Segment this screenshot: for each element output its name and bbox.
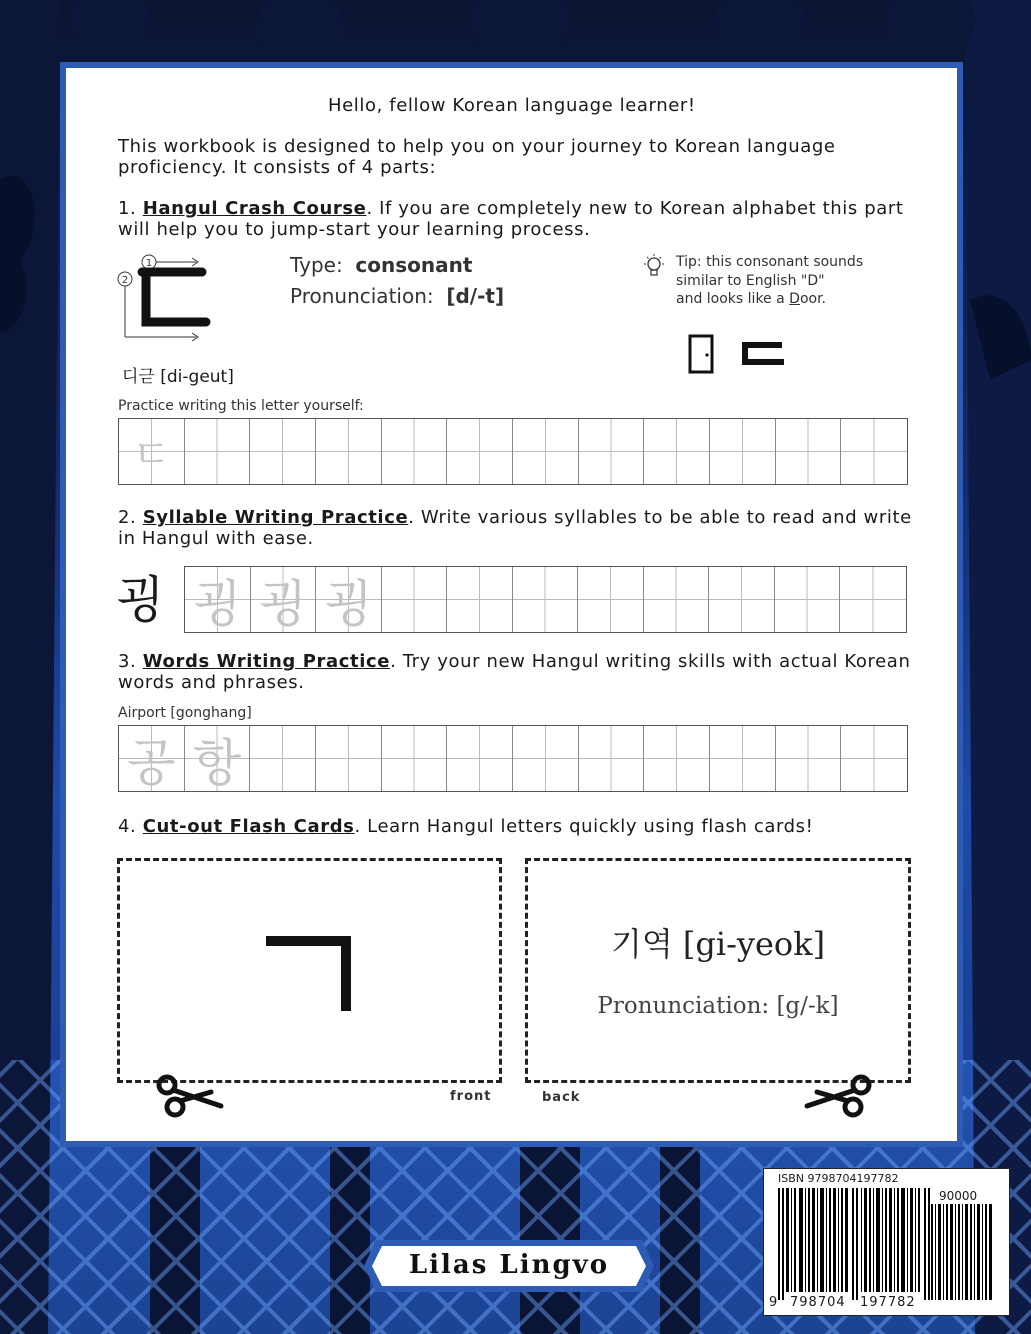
stroke-number-2: 2 <box>121 275 129 286</box>
ghost-syllable: 항 <box>192 733 242 792</box>
practice-cell[interactable] <box>513 567 579 632</box>
door-letter-illustration <box>686 333 796 378</box>
practice-cell[interactable] <box>841 726 907 791</box>
practice-cell[interactable] <box>382 419 448 484</box>
practice-cell[interactable] <box>185 419 251 484</box>
part4-title: Cut-out Flash Cards <box>142 816 355 837</box>
practice-cell[interactable] <box>710 726 776 791</box>
part1-desc: will help you to jump-start your learning process. <box>118 219 591 240</box>
practice-cell[interactable] <box>644 419 710 484</box>
practice-cell[interactable] <box>185 567 251 632</box>
pronunciation-value: [d/-t] <box>446 284 505 308</box>
practice-cell[interactable] <box>578 567 644 632</box>
intro-line-1: This workbook is designed to help you on your journey to Korean language <box>118 136 836 157</box>
practice-cell[interactable] <box>251 567 317 632</box>
practice-cell[interactable] <box>447 419 513 484</box>
practice-cell[interactable] <box>382 567 448 632</box>
intro-line-2: proficiency. It consists of 4 parts: <box>118 157 437 178</box>
letter-practice-grid[interactable] <box>118 418 908 485</box>
ghost-syllable: 굉 <box>258 574 307 633</box>
practice-cell[interactable] <box>579 419 645 484</box>
front-label: front <box>450 1089 492 1104</box>
practice-cell[interactable] <box>119 726 185 791</box>
part3-heading: 3. Words Writing Practice. Try your new Hangul writing skills with actual Korean <box>118 651 911 672</box>
stroke-number-1: 1 <box>145 258 153 269</box>
word-practice-grid[interactable] <box>118 725 908 792</box>
practice-cell[interactable] <box>644 567 710 632</box>
scissors-icon <box>153 1072 225 1118</box>
practice-cell[interactable] <box>316 419 382 484</box>
part2-title: Syllable Writing Practice <box>142 507 409 528</box>
practice-cell[interactable] <box>776 726 842 791</box>
tip-text: Tip: this consonant sounds similar to English "D" and looks like a Door. <box>676 254 864 307</box>
practice-cell[interactable] <box>840 567 906 632</box>
ghost-syllable: 공 <box>127 733 176 792</box>
part2-desc: in Hangul with ease. <box>118 528 314 549</box>
ghost-syllable: 굉 <box>324 574 373 633</box>
practice-cell[interactable] <box>775 567 841 632</box>
flash-card-front[interactable] <box>117 858 502 1083</box>
practice-cell[interactable] <box>513 419 579 484</box>
practice-cell[interactable] <box>119 419 185 484</box>
practice-cell[interactable] <box>447 567 513 632</box>
barcode-digits-2: 197782 <box>860 1295 916 1310</box>
back-pronunciation: Pronunciation: [g/-k] <box>597 993 839 1019</box>
greeting: Hello, fellow Korean language learner! <box>328 95 696 116</box>
barcode-bars <box>778 1188 938 1300</box>
practice-cell[interactable] <box>382 726 448 791</box>
practice-label: Practice writing this letter yourself: <box>118 398 364 414</box>
barcode-digits-1: 798704 <box>790 1295 846 1310</box>
practice-cell[interactable] <box>709 567 775 632</box>
pronunciation-line: Pronunciation: [d/-t] <box>290 284 505 308</box>
price-barcode-bars <box>931 1204 997 1300</box>
price-code: 90000 <box>939 1189 978 1203</box>
barcode-digit-lead: 9 <box>769 1295 778 1310</box>
lightbulb-icon <box>642 253 666 279</box>
type-value: consonant <box>355 253 473 277</box>
practice-cell[interactable] <box>513 726 579 791</box>
part3-title: Words Writing Practice <box>142 651 391 672</box>
front-letter <box>258 929 358 1019</box>
part2-heading: 2. Syllable Writing Practice. Write various syllables to be able to read and write <box>118 507 912 528</box>
ghost-syllable: 굉 <box>193 574 242 633</box>
practice-cell[interactable] <box>841 419 907 484</box>
scissors-icon <box>803 1072 875 1118</box>
practice-cell[interactable] <box>316 726 382 791</box>
practice-cell[interactable] <box>316 567 382 632</box>
practice-cell[interactable] <box>776 419 842 484</box>
practice-cell[interactable] <box>250 726 316 791</box>
brand-name: Lilas Lingvo <box>408 1250 610 1280</box>
isbn-barcode <box>763 1168 1010 1316</box>
back-label: back <box>542 1090 581 1105</box>
stroke-order-diagram <box>114 252 214 347</box>
practice-cell[interactable] <box>710 419 776 484</box>
ghost-letter: ㄷ <box>132 432 171 478</box>
word-label: Airport [gonghang] <box>118 705 252 721</box>
part3-desc: words and phrases. <box>118 672 305 693</box>
practice-cell[interactable] <box>250 419 316 484</box>
syllable-model: 굉 <box>116 571 165 629</box>
practice-cell[interactable] <box>579 726 645 791</box>
isbn-text: ISBN 9798704197782 <box>778 1172 899 1185</box>
back-letter-name: 기역 [gi-yeok] <box>610 925 826 963</box>
flash-card-back[interactable] <box>525 858 911 1083</box>
part1-title: Hangul Crash Course <box>142 198 367 219</box>
practice-cell[interactable] <box>447 726 513 791</box>
syllable-practice-grid[interactable] <box>184 566 907 633</box>
part4-heading: 4. Cut-out Flash Cards. Learn Hangul letters quickly using flash cards! <box>118 816 814 837</box>
part1-heading: 1. Hangul Crash Course. If you are completely new to Korean alphabet this part <box>118 198 904 219</box>
type-line: Type: consonant <box>290 253 473 277</box>
practice-cell[interactable] <box>644 726 710 791</box>
letter-name: 디귿 [di-geut] <box>122 367 234 387</box>
practice-cell[interactable] <box>185 726 251 791</box>
